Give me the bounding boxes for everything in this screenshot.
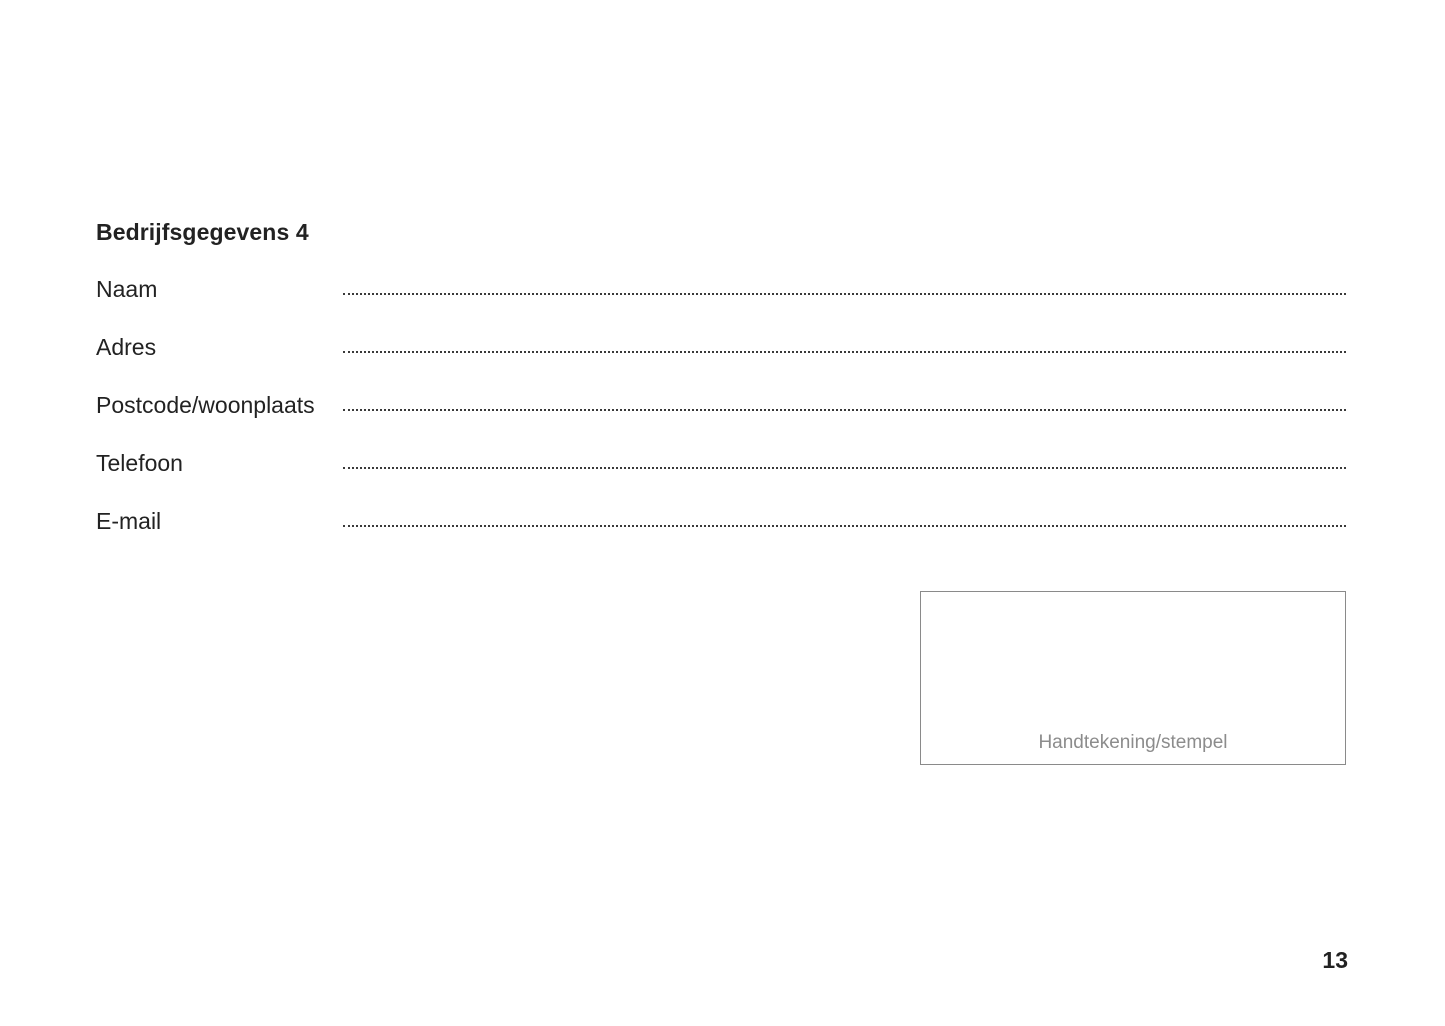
phone-label: Telefoon [96,450,183,476]
name-label: Naam [96,276,158,302]
name-row [96,276,1346,334]
postcode-city-row [96,392,1346,450]
phone-field[interactable] [343,465,1346,469]
section-title: Bedrijfsgegevens 4 [96,219,309,245]
postcode-city-label: Postcode/woonplaats [96,392,315,418]
page-number: 13 [1322,947,1348,973]
email-label: E-mail [96,508,162,534]
company-details-form [96,276,1346,566]
phone-row [96,450,1346,508]
postcode-city-field[interactable] [343,407,1346,411]
signature-caption: Handtekening/stempel [1038,732,1228,753]
name-field[interactable] [343,291,1346,295]
address-label: Adres [96,334,157,360]
email-row [96,508,1346,566]
address-field[interactable] [343,349,1346,353]
email-field[interactable] [343,523,1346,527]
signature-stamp-box[interactable] [920,591,1346,765]
address-row [96,334,1346,392]
